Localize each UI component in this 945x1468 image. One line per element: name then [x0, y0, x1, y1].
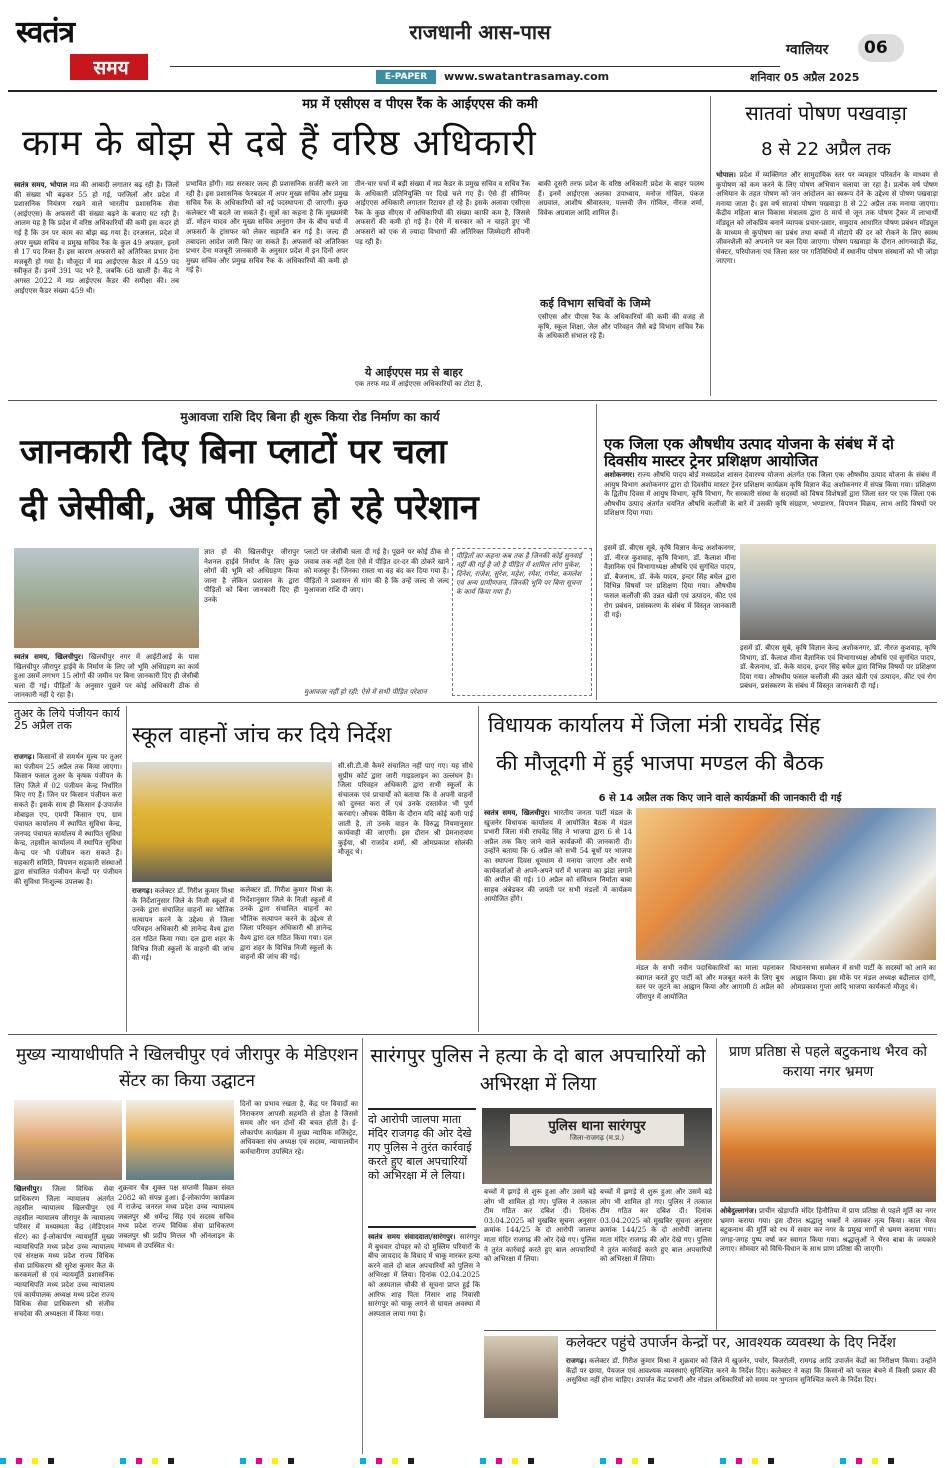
- section-title: राजधानी आस-पास: [409, 20, 551, 44]
- divider-v3: [126, 706, 127, 1032]
- story4-dateline: अशोकनगर।: [604, 470, 635, 479]
- story9-col2: बच्चों में झगड़े से शुरू हुआ और उसमें बड़े लोग भी शामिल हो गए। पुलिस ने तत्काल टीम गठित कर दबिश दी। दिनांक 03.04.2025 को मुखबिर सूचना अनुसार क्रमांक 144/25 के दो आरोपी जालपा माता मंदिर राजगढ़ की ओर देखे गए। पुलिस ने तुरंत कार्रवाई करते हुए बाल अपचारियों को अभिरक्षा में लिया।: [484, 1188, 596, 1264]
- story10-dateline: ओबेदुल्लागंज।: [720, 1206, 757, 1215]
- epaper-label: E-PAPER: [376, 70, 436, 84]
- divider-v4: [478, 706, 479, 1032]
- masthead-divider: [8, 90, 937, 92]
- issue-date: शनिवार 05 अप्रैल 2025: [750, 71, 860, 84]
- story9-col1-text: सारंगपुर में बुधवार दोपहर को दो मुस्लिम परिवारों के बीच जायदाद के विवाद में चाकू मारकर हत्या करने वाले दो बाल अपचारियों को पुलिस ने अभिरक्षा में लिया। दिनांक 02.04.2025 को अस्पताल चौकी से सूचना प्राप्त हुई कि आरिफ शाह पिता निसार शाह निवासी सारंगपुर को चाकू लगने से घायल अवस्था में अस्पताल लाया गया है।: [368, 1233, 480, 1318]
- logo-bottom-text: समय: [93, 57, 129, 79]
- story5-side-body: [14, 752, 122, 1032]
- story1-col4: बाकी दूसरी तरफ प्रदेश के वरिष्ठ अधिकारी प्रदेश के बाहर पदस्थ हैं। इनमें आईएएस अलका उपाध्याय, मनोज गोविल, पंकज अग्रवाल, आशीष श्रीवास्तव, पल्लवी जैन गोविल, नीरज शर्मा, विवेक अग्रवाल आदि शामिल हैं।: [538, 180, 704, 217]
- story9-photo-police-station: [482, 1108, 712, 1184]
- story6-col1-text: कलेक्टर डॉ. गिरीश कुमार मिश्रा के निर्देशानुसार जिले के निजी स्कूलों में उनके द्वारा संचालित वाहनों का भौतिक सत्यापन करने के उद्देश्य से जिला परिवहन अधिकारी श्री ज्ञानेन्द्र वैश्य द्वारा दल गठित किया गया। दल द्वारा शहर के विभिन्न निजी स्कूलों के वाहनों की जांच की गई।: [132, 887, 234, 963]
- page-number: 06: [864, 38, 888, 58]
- divider-h3: [8, 1034, 937, 1035]
- story11-body: [566, 1356, 936, 1422]
- story8-col2: शुक्रवार चैत्र शुक्ल पक्ष सप्तमी विक्रम संवत 2082 को संपन्न हुआ। ई-लोकार्पण कार्यक्रम में राजेन्द्र जनरल मध्य प्रदेश उच्च न्यायालय जबलपुर श्री धर्मेन्द्र सिंह एवं सदस्य सचिव मध्य प्रदेश राज्य विधिक सेवा प्राधिकरण जबलपुर श्री प्रदीप मित्तल भी ऑनलाइन के माध्यम से उपस्थित थे।: [118, 1184, 234, 1250]
- story3-headline-line2: दी जेसीबी, अब पीड़ित हो रहे परेशान: [20, 488, 479, 528]
- story5-side-headline: तुअर के लिये पंजीयन कार्य 25 अप्रैल तक: [14, 707, 120, 733]
- story9-dateline: स्वतंत्र समय संवाददाता/सारंगपुर।: [368, 1232, 456, 1241]
- divider-v5: [362, 1038, 363, 1454]
- story1-kicker: मप्र में एसीएस व पीएस रैंक के आईएएस की कमी: [302, 97, 538, 112]
- story3-caption: मुआवजा नहीं हो रही: ऐसे में सभी पीड़ित परेशान: [304, 688, 427, 696]
- story3-kicker: मुआवजा राशि दिए बिना ही शुरू किया रोड निर्माण का कार्य: [180, 410, 440, 424]
- divider-h2: [8, 702, 937, 703]
- story7-photo-meeting: [636, 808, 936, 960]
- story1-col3: तीन-चार चर्चा में बड़ी संख्या में मप्र कैडर के प्रमुख सचिव व सचिव रैंक के अधिकारी प्रतिनियुक्ति पर दिखे चले गए हैं। ऐसे ही सीनियर आईएएस अधिकारी लगातार रिटायर हो रहे हैं। इसके अलावा एसीएस रैंक के कुछ सीएस में अधिकारियों की संख्या काफी कम है, जिससे अफसरों की कमी हो गई है। ऐसे में सरकार को न चाहते हुए भी अफसरों को एक से ज्यादा विभागों की अतिरिक्त जिम्मेदारी सौंपनी पड़ रही है।: [355, 180, 530, 246]
- story1-col2: प्रभावित होंगी। मप्र सरकार जल्द ही प्रशासनिक सर्जरी करने जा रही है। इस प्रशासनिक फेरबदल में अपर मुख्य सचिव और प्रमुख सचिव रैंक के अधिकारियों को नई पदस्थापना दी जाएगी। कुछ कलेक्टर भी बदले जा सकते हैं। सूत्रों का कहना है कि मुख्यमंत्री डॉ. मोहन यादव और मुख्य सचिव अनुराग जैन के बीच चर्चा में अफसरों के ट्रांसफर को लेकर सहमति बन गई है। जल्द ही तबादला आदेश जारी किए जा सकते हैं। अफसरों को अतिरिक्त प्रभार देना मजबूरी जानकारी के अनुसार प्रदेश में इन दिनों अपर मुख्य सचिव और प्रमुख सचिव रैंक के अधिकारियों की कमी हो गई है।: [186, 180, 348, 275]
- divider-v1: [710, 96, 711, 396]
- story3-names-box: पीड़ितों का कहना कब तक है जिनकी कोई सुनवाई नहीं की गई है जो है पीड़ित में शामिल लोग मुकेश, दिनेश, राजेश, सुरेश, महेश, रमेश, गणेश, कमलेश एवं अन्य ग्रामीणजन, जिनकी भूमि पर बिना सूचना के कार्य किया गया है।: [452, 548, 592, 696]
- story4-body: [604, 470, 936, 540]
- story11-dateline: राजगढ़।: [566, 1356, 587, 1365]
- story9-pull-quote-box: [368, 1108, 476, 1228]
- story6-dateline: राजगढ़।: [132, 886, 153, 895]
- story7-col3: विधानसभा सम्मेलन में सभी पार्टी के सदस्यों को आने का आह्वान किया। इस मौके पर मंडल अध्यक्ष बद्रीलाल दांगी, ओमप्रकाश गुप्ता आदि भाजपा कार्यकर्ता मौजूद थे।: [790, 964, 936, 992]
- story11-headline: कलेक्टर पहुंचे उपार्जन केन्द्रों पर, आवश्यक व्यवस्था के दिए निर्देश: [566, 1335, 896, 1351]
- divider-v2: [596, 404, 597, 700]
- story10-text: प्राचीन खेड़ापति मंदिर हिनौतिया में प्राण प्रतिष्ठा से पहले मूर्ति का नगर भ्रमण कराया गया। इस दौरान श्रद्धालु भक्तों ने जमकर नृत्य किया। काल भैरव बटुकनाथ की मूर्ति को रथ में सवार कर नगर के प्रमुख मार्गों से भ्रमण कराया गया। जगह-जगह पुष्प वर्षा कर स्वागत किया गया। श्रद्धालुओं ने भैरव बाबा के जयकारे लगाए। सोमवार को विधि-विधान के साथ प्राण प्रतिष्ठा की जाएगी।: [720, 1207, 936, 1254]
- story2-text: प्रदेश में व्यक्तिगत और सामुदायिक स्तर पर व्यवहार परिवर्तन के माध्यम से कुपोषण को कम करने के लिए पोषण अभियान चलाया जा रहा है। प्रत्येक वर्ष पोषण अभियान के तहत पोषण को जन आंदोलन का स्वरूप देने के उद्देश्य से पोषण पखवाड़ा मनाया जाता है। इस वर्ष सातवां पोषण पखवाड़ा 8 से 22 अप्रैल तक मनाया जाएगा। केंद्रीय महिला बाल विकास मंत्रालय द्वारा 8 मार्च से जून तक पोषण ट्रैकर में लाभार्थी मॉड्यूल को लोकप्रिय बनाने व्यापक प्रचार-प्रसार, समुदाय आधारित पोषण प्रबंधन मॉड्यूल के माध्यम से कुपोषण का प्रबंध तथा बच्चों में मोटापे की दर को रोकने के लिए स्वस्थ जीवनशैली को अपनाने पर बल दिया जाएगा। पोषण पखवाड़ा के दौरान आंगनवाड़ी केंद्र, सेक्टर, परियोजना एवं जिला स्तर पर गतिविधियों में स्थानीय पोषण संस्थानों को भी जोड़ा जाएगा।: [716, 171, 938, 266]
- story1-headline: काम के बोझ से दबे हैं वरिष्ठ अधिकारी: [22, 123, 537, 164]
- story1-sub-heading2: कई विभाग सचिवों के जिम्मे: [540, 297, 651, 310]
- story1-col1: [14, 180, 179, 365]
- story4-headline: एक जिला एक औषधीय उत्पाद योजना के संबंध में दो दिवसीय मास्टर ट्रेनर प्रशिक्षण आयोजित: [604, 435, 894, 470]
- story9-headline: सारंगपुर पुलिस ने हत्या के दो बाल अपचारियों को अभिरक्षा में लिया: [370, 1045, 706, 1095]
- station-sign-text: पुलिस थाना सारंगपुर: [548, 1119, 646, 1134]
- story5-dateline: राजगढ़।: [14, 752, 35, 761]
- story8-col3: दिनों का प्रभाव रखता है, केंद्र पर विवादों का निराकरण आपसी सहमति से होता है जिससे समय और धन दोनों की बचत होती है। ई-लोकार्पण कार्यक्रम में मुख्य न्यायिक मजिस्ट्रेट, अधिवक्ता संघ अध्यक्ष एवं सदस्य, न्यायालयीन कर्मचारीगण उपस्थित रहे।: [240, 1100, 358, 1156]
- story7-headline-line2: की मौजूदगी में हुई भाजपा मण्डल की बैठक: [496, 751, 824, 775]
- story2-dateline: भोपाल।: [716, 170, 736, 179]
- story8-headline: मुख्य न्यायाधीपति ने खिलचीपुर एवं जीरापुर के मेडिएशन सेंटर का किया उद्घाटन: [16, 1045, 358, 1091]
- story9-col1: [368, 1232, 480, 1454]
- story8-dateline: खिलचीपुर।: [14, 1184, 43, 1193]
- story4-text: राज्य औषधि पादप बोर्ड मध्यप्रदेश शासन देवारण्य योजना अंतर्गत एक जिला एक औषधीय उत्पाद योजना के संबंध में आयुष विभाग अशोकनगर द्वारा दो दिवसीय मास्टर ट्रेनर प्रशिक्षण कार्यक्रम कृषि विज्ञान केंद्र अशोकनगर में संपन्न किया गया। प्रशिक्षण के द्वितीय दिवस में आयुष विभाग, कृषि विभाग, गैर सरकारी संस्था के सदस्यों को विषय विशेषज्ञों द्वारा जिला स्तर पर एक जिला एक औषधीय उत्पाद अंतर्गत चयनित औषधि कलौंजी के बारे में उसकी कृषि संग्रहण, भण्डारण, विपणन विक्रय, लाभ आदि विषयों पर प्रशिक्षण दिया गया।: [604, 471, 936, 518]
- story7-col1-text: भारतीय जनता पार्टी मंडल के खुजनेर विधायक कार्यालय में आयोजित बैठक में मंडल प्रभारी जिला मंत्री राघवेंद्र सिंह ने भाजपा द्वारा 6 से 14 अप्रैल तक किए जाने वाले कार्यक्रमों की जानकारी दी। उन्होंने बताया कि 6 अप्रैल को सभी 54 बूथों पर भाजपा का स्थापना दिवस धूमधाम से मनाया जाएगा और सभी कार्यकर्ताओं से अपने-अपने घरों में भाजपा का झंडा लगाने की अपील की गई। 10 अप्रैल को संविधान निर्माता बाबा साहब अंबेडकर की जयंती पर सभी मंडलों में कार्यक्रम आयोजित होंगे।: [484, 809, 632, 904]
- story9-col3: बच्चों में झगड़े से शुरू हुआ और उसमें बड़े लोग भी शामिल हो गए। पुलिस ने तत्काल टीम गठित कर दबिश दी। दिनांक 03.04.2025 को मुखबिर सूचना अनुसार क्रमांक 144/25 के दो आरोपी जालपा माता मंदिर राजगढ़ की ओर देखे गए। पुलिस ने तुरंत कार्रवाई करते हुए बाल अपचारियों को अभिरक्षा में लिया।: [600, 1188, 712, 1264]
- story1-dateline: स्वतंत्र समय, भोपाल: [14, 180, 68, 189]
- story1-side-heading: ये आईएएस मप्र से बाहर: [365, 366, 463, 379]
- story7-headline-line1: विधायक कार्यालय में जिला मंत्री राघवेंद्र सिंह: [488, 713, 821, 737]
- story4-text2: इसमें डॉ. बीएस सूबे, कृषि विज्ञान केन्द्र अशोकनगर, डॉ. नीरज कुशवाह, कृषि विभाग, डॉ. कैलाश मीना वैज्ञानिक एवं विभागाध्यक्ष औषधि एवं सुगंधित पादप, डॉ. बैजनाथ, डॉ. केके यादव, इन्दर सिंह बघेल द्वारा विभिन्न विषयों पर प्रशिक्षण दिया गया। औषधीय फसल कलौंजी की उन्नत खेती एवं उत्पादन, कीट एवं रोग प्रबंधन, प्रसंस्करण के संबंध में विस्तृत जानकारी दी गई।: [604, 544, 736, 620]
- header-rule: [170, 66, 780, 67]
- story1-col4b: एसीएस और पीएस रैंक के अधिकारियों की कमी की वजह से कृषि, स्कूल शिक्षा, जेल और परिवहन जैसे बड़े विभाग सचिव रैंक के अधिकारी संभाल रहे हैं।: [538, 313, 704, 341]
- story6-col3: सी.सी.टी.वी कैमरे संचालित नहीं पाए गए। यह सीधे सुप्रीम कोर्ट द्वारा जारी गाइडलाइन का उल्लंघन है। जिला परिवहन अधिकारी द्वारा सभी स्कूलों के संचालक एवं प्राचार्यों को बताया कि वे अपनी वाहनों को दुरुस्त करा लें एवं उनके दस्तावेज भी पूर्ण करवाएं। औचक चैकिंग के दौरान यदि कोई कमी पाई जाती है, तो उनके वाहन के विरुद्ध नियमानुसार कार्यवाही की जाएगी। इस दौरान श्री प्रेमनारायण कुईया, श्री राजदेव शर्मा, श्री ओमप्रकाश सोलंकी मौजूद थे।: [338, 762, 473, 857]
- story10-headline: प्राण प्रतिष्ठा से पहले बटुकनाथ भैरव को कराया नगर भ्रमण: [728, 1044, 928, 1080]
- story7-dateline: स्वतंत्र समय, खिलचीपुर।: [484, 808, 550, 817]
- website-link[interactable]: www.swatantrasamay.com: [444, 70, 610, 83]
- story1-col1-text: मप्र की आबादी लगातार बढ़ रही है। जिलों की संख्या भी बढ़कर 55 हो गई, परजिलों और प्रदेश में प्रशासनिक नियंत्रण रखने वाले भारतीय प्रशासनिक सेवा (आईएएस) के अफसरों की संख्या बढ़ने के बजाए घट रही है। आलम यह है कि प्रदेश में वरिष्ठ अधिकारियों की कमी इस कदर हो गई है कि उन पर काम का बोझ बढ़ गया है। दरअसल, प्रदेश में अपर मुख्य सचिव व प्रमुख सचिव रैंक के कुल 49 अफसर, इनमें से 17 पद रिक्त हैं। इस कारण अफसरों को अतिरिक्त प्रभार देना मजबूरी हो गया है। मौजूदा में मप्र आईएएस कैडर में 459 पद स्वीकृत हैं। इनमें 391 पद भरे हैं, जबकि 68 खाली हैं। केंद्र ने अगस्त 2022 में मप्र आईएएस कैडर की समीक्षा की। तब आईएएस कैडर संख्या 459 थी।: [14, 181, 179, 295]
- story6-headline: स्कूल वाहनों जांच कर दिये निर्देश: [132, 723, 392, 748]
- story2-body: [716, 170, 938, 395]
- story2-headline: सातवां पोषण पखवाड़ा: [745, 101, 907, 125]
- station-sign-subtext: जिला-राजगढ़ (म.प्र.): [569, 1134, 625, 1142]
- story7-col1: [484, 808, 632, 1030]
- story6-photo-bus: [132, 762, 332, 882]
- logo-top-text: स्वतंत्र: [16, 15, 75, 50]
- story9-pull-quote: दो आरोपी जालपा माता मंदिर राजगढ़ की ओर देखे गए पुलिस ने तुरंत कार्रवाई करते हुए बाल अपचारियों को अभिरक्षा में ले लिया।: [368, 1113, 472, 1182]
- story1-side-text: एक तरफ मप्र में आईएएस अधिकारियों का टोटा है,: [355, 380, 483, 388]
- story3-col2: प्लाटों पर जेसीबी चला दी गई है। पूछने पर कोई ठीक से जवाब तक नहीं देता ऐसे में पीड़ित दर-दर की ठोकरें खाने को मजबूर हैं। जिनका रास्ता था वह बंद कर दिया गया है। पीड़ितों ने प्रशासन से मांग की है कि उन्हें जल्द से जल्द मुआवजा राशि दी जाए।: [304, 548, 449, 595]
- footer-colorbar: [0, 1458, 945, 1464]
- story11-text: कलेक्टर डॉ. गिरीश कुमार मिश्रा ने शुक्रवार को जिले में खुजनेर, पचोर, बिजरोली, रामगढ़ आदि उपार्जन केंद्रों का निरीक्षण किया। उन्होंने केंद्रों पर छाया, पेयजल एवं आवश्यक व्यवस्थाएं सुनिश्चित करने के निर्देश दिए। कलेक्टर ने कहा कि किसानों को फसल बेचने में किसी प्रकार की असुविधा नहीं होना चाहिए। उपार्जन केंद्र प्रभारी और नोडल अधिकारियों को समय पर भुगतान सुनिश्चित करने के निर्देश दिए।: [566, 1357, 936, 1385]
- city-label: ग्वालियर: [786, 42, 829, 58]
- story4-photo-training: [740, 544, 936, 640]
- story7-col2: मंडल के सभी नवीन पदाधिकारियों का माला पहनाकर स्वागत करते हुए पार्टी को और मजबूत करने के लिए बूथ स्तर पर जुटने का आह्वान किया और आगामी 8 अप्रैल को जीरापुर में आयोजित: [636, 964, 784, 1001]
- story8-photo-right: [126, 1100, 234, 1180]
- divider-h4: [484, 1330, 936, 1331]
- story10-body: [720, 1206, 936, 1328]
- story8-col1: [14, 1184, 114, 1454]
- story10-photo-procession: [720, 1088, 936, 1202]
- story6-col1: [132, 886, 234, 1026]
- story3-col1b: ज्ञात हो की खिलचीपुर जीरापुर नेशनल हाईवे निर्माण के लिए कुछ लोगों की भूमि को अधिग्रहण किया जाना है लेकिन प्रशासन के द्वारा पीड़ितों को बिना जानकारी दिए ही उनके: [204, 548, 299, 604]
- story4-text2-cont: इसमें डॉ. बीएस सूबे, कृषि विज्ञान केन्द्र अशोकनगर, डॉ. नीरज कुशवाह, कृषि विभाग, डॉ. कैलाश मीना वैज्ञानिक एवं विभागाध्यक्ष औषधि एवं सुगंधित पादप, डॉ. बैजनाथ, डॉ. केके यादव, इन्दर सिंह बघेल द्वारा विभिन्न विषयों पर प्रशिक्षण दिया गया। औषधीय फसल कलौंजी की उन्नत खेती एवं उत्पादन, कीट एवं रोग प्रबंधन, प्रसंस्करण के संबंध में विस्तृत जानकारी दी गई।: [740, 644, 936, 691]
- story3-dateline: स्वतंत्र समय, खिलचीपुर।: [14, 652, 84, 661]
- story3-col1: [14, 652, 199, 700]
- story8-col1-text: जिला विधिक सेवा प्राधिकरण जिला न्यायालय अंतर्गत तहसील न्यायालय खिलचीपुर एवं तहसील न्यायालय जीरापुर के न्यायालय परिसर में मध्यस्थता केंद्र (मेडिएशन सेंटर) का ई-लोकार्पण न्यायमूर्ति मुख्य न्यायाधिपति मध्य प्रदेश उच्च न्यायालय एवं संरक्षक मध्य प्रदेश राज्य विधिक सेवा प्राधिकरण श्री सुरेश कुमार कैत के करकमलों से एवं न्यायमूर्ति प्रशासनिक न्यायाधिपति मध्य प्रदेश उच्च न्यायालय एवं कार्यपालक अध्यक्ष मध्य प्रदेश राज्य विधिक सेवा प्राधिकरण श्री संजीव सचदेवा की अध्यक्षता में किया गया।: [14, 1185, 114, 1318]
- divider-v6: [716, 1038, 717, 1330]
- story8-photo-left: [14, 1100, 122, 1180]
- story3-photo-jcb: [14, 548, 199, 648]
- story3-col1-text: खिलचीपुर नगर में आईटीआई के पास खिलचीपुर जीरापुर हाईवे के निर्माण के लिए जो भूमि अधिग्रहण का कार्य हुआ उसमें लगभग 15 लोगों की जमीन पर बिना जानकारी दिए ही जेसीबी चला दी गई। पीड़ितों के अनुसार पूछने पर कोई अधिकारी ठीक से जानकारी नहीं दे रहा है।: [14, 653, 199, 700]
- story6-col1b: कलेक्टर डॉ. गिरीश कुमार मिश्रा के निर्देशानुसार जिले के निजी स्कूलों में उनके द्वारा संचालित वाहनों का भौतिक सत्यापन करने के उद्देश्य से जिला परिवहन अधिकारी श्री ज्ञानेन्द्र वैश्य द्वारा दल गठित किया गया। दल द्वारा शहर के विभिन्न निजी स्कूलों के वाहनों की जांच की गई।: [240, 886, 332, 962]
- story11-photo-collector: [484, 1336, 558, 1418]
- logo: [14, 10, 154, 90]
- divider-h1: [8, 400, 937, 401]
- story7-subheadline: 6 से 14 अप्रैल तक किए जाने वाले कार्यक्रमों की जानकारी दी गई: [598, 793, 842, 804]
- masthead: [0, 0, 945, 100]
- story3-headline-line1: जानकारी दिए बिना प्लाटों पर चला: [20, 432, 447, 472]
- story5-text: किसानों से समर्थन मूल्य पर तुअर का पंजीयन 25 अप्रैल तक किया जाएगा। किसान फसल तुअर के कृषक पंजीयन के लिए जिले में 02 पंजीयन केन्द्र निर्धारित किए गए हैं। जिन पर किसान पंजीयन करा सकते हैं। इसके साथ ही किसान ई-उपार्जन मोबाइल एप, एमपी किसान एप, ग्राम पंचायत कार्यालय में स्थापित सुविधा केन्द्र, जनपद पंचायत कार्यालय में स्थापित सुविधा केन्द्र, तहसील कार्यालय में स्थापित सुविधा केन्द्र पर भी पंजीयन करा सकते हैं। सहकारी समिति, विपणन सहकारी संस्थाओं द्वारा संचालित पंजीयन केन्द्रों पर पंजीयन की सुविधा निःशुल्क उपलब्ध है।: [14, 753, 122, 886]
- story2-subheadline: 8 से 22 अप्रैल तक: [761, 139, 891, 160]
